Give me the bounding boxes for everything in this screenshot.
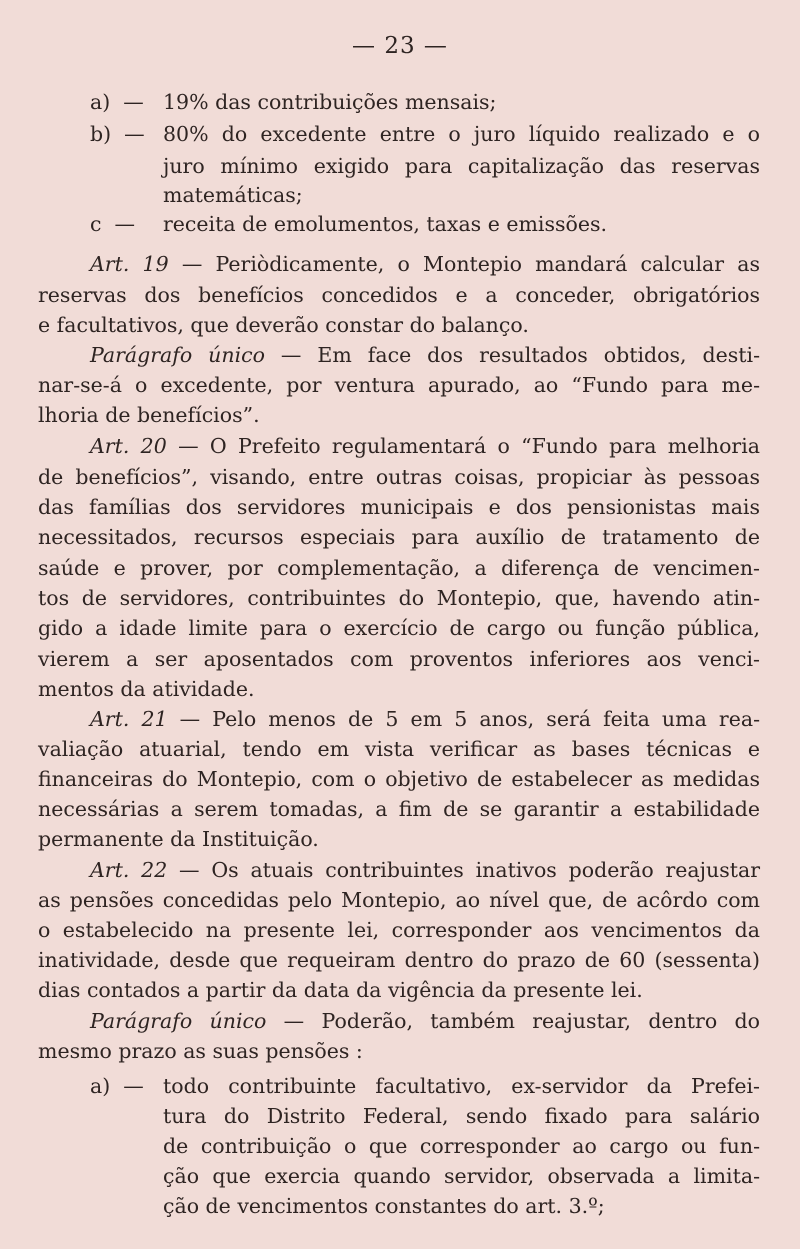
text-line: dias contados a partir da data da vigência da presente lei. [38,978,643,1002]
text-line: tos de servidores, contribuintes do Montepio, que, havendo atin- [38,586,760,610]
article-heading-line: Art. 20 — O Prefeito regulamentará o “Fundo para melhoria [90,434,760,458]
article-heading-line: Art. 21 — Pelo menos de 5 em 5 anos, será feita uma rea- [90,707,760,731]
text-line: receita de emolumentos, taxas e emissões. [163,212,608,236]
article-heading-line: Parágrafo único — Poderão, também reajustar, dentro do [90,1009,760,1033]
text-line: nar-se-á o excedente, por ventura apurado, ao “Fundo para me- [38,373,760,397]
text-line: as pensões concedidas pelo Montepio, ao nível que, de acôrdo com [38,888,760,912]
article-label: Art. 19 [90,252,169,276]
text-line: todo contribuinte facultativo, ex-servidor da Prefei- [163,1074,760,1098]
text-line: lhoria de benefícios”. [38,403,260,427]
text-line: permanente da Instituição. [38,827,319,851]
text-line: tura do Distrito Federal, sendo fixado para salário [163,1104,760,1128]
text-line: de contribuição o que corresponder ao cargo ou fun- [163,1134,760,1158]
page-number: — 23 — [352,33,448,59]
text-line: financeiras do Montepio, com o objetivo de estabelecer as medidas [38,767,760,791]
text-line: ção que exercia quando servidor, observada a limita- [163,1164,760,1188]
article-label: Art. 21 [90,707,168,731]
text-line: e facultativos, que deverão constar do balanço. [38,313,529,337]
text-line: inatividade, desde que requeiram dentro do prazo de 60 (sessenta) [38,948,760,972]
text-line: juro mínimo exigido para capitalização das reservas [163,154,760,178]
list-label: a) — [90,90,144,114]
text-line: matemáticas; [163,183,303,207]
text-line: o estabelecido na presente lei, corresponder aos vencimentos da [38,918,760,942]
text-line: valiação atuarial, tendo em vista verificar as bases técnicas e [38,737,760,761]
text-line: vierem a ser aposentados com proventos inferiores aos venci- [38,647,760,671]
article-heading-line: Art. 19 — Periòdicamente, o Montepio mandará calcular as [90,252,760,276]
article-label: Parágrafo único [90,343,265,367]
text-line: das famílias dos servidores municipais e dos pensionistas mais [38,495,760,519]
article-label: Parágrafo único [90,1009,267,1033]
text-line: de benefícios”, visando, entre outras coisas, propiciar às pessoas [38,465,760,489]
text-line: reservas dos benefícios concedidos e a conceder, obrigatórios [38,283,760,307]
article-label: Art. 22 [90,858,168,882]
text-line: ção de vencimentos constantes do art. 3.º; [163,1194,605,1218]
text-line: mesmo prazo as suas pensões : [38,1039,363,1063]
text-line: 80% do excedente entre o juro líquido realizado e o [163,122,760,146]
list-label: a) — [90,1074,144,1098]
article-label: Art. 20 [90,434,167,458]
text-line: necessárias a serem tomadas, a fim de se garantir a estabilidade [38,797,760,821]
text-line: gido a idade limite para o exercício de cargo ou função pública, [38,616,760,640]
list-label: c — [90,212,136,236]
text-line: saúde e prover, por complementação, a diferença de vencimen- [38,556,760,580]
text-line: mentos da atividade. [38,677,255,701]
article-heading-line: Art. 22 — Os atuais contribuintes inativos poderão reajustar [90,858,760,882]
list-label: b) — [90,122,145,146]
text-line: necessitados, recursos especiais para auxílio de tratamento de [38,525,760,549]
text-line: 19% das contribuições mensais; [163,90,497,114]
article-heading-line: Parágrafo único — Em face dos resultados obtidos, desti- [90,343,760,367]
